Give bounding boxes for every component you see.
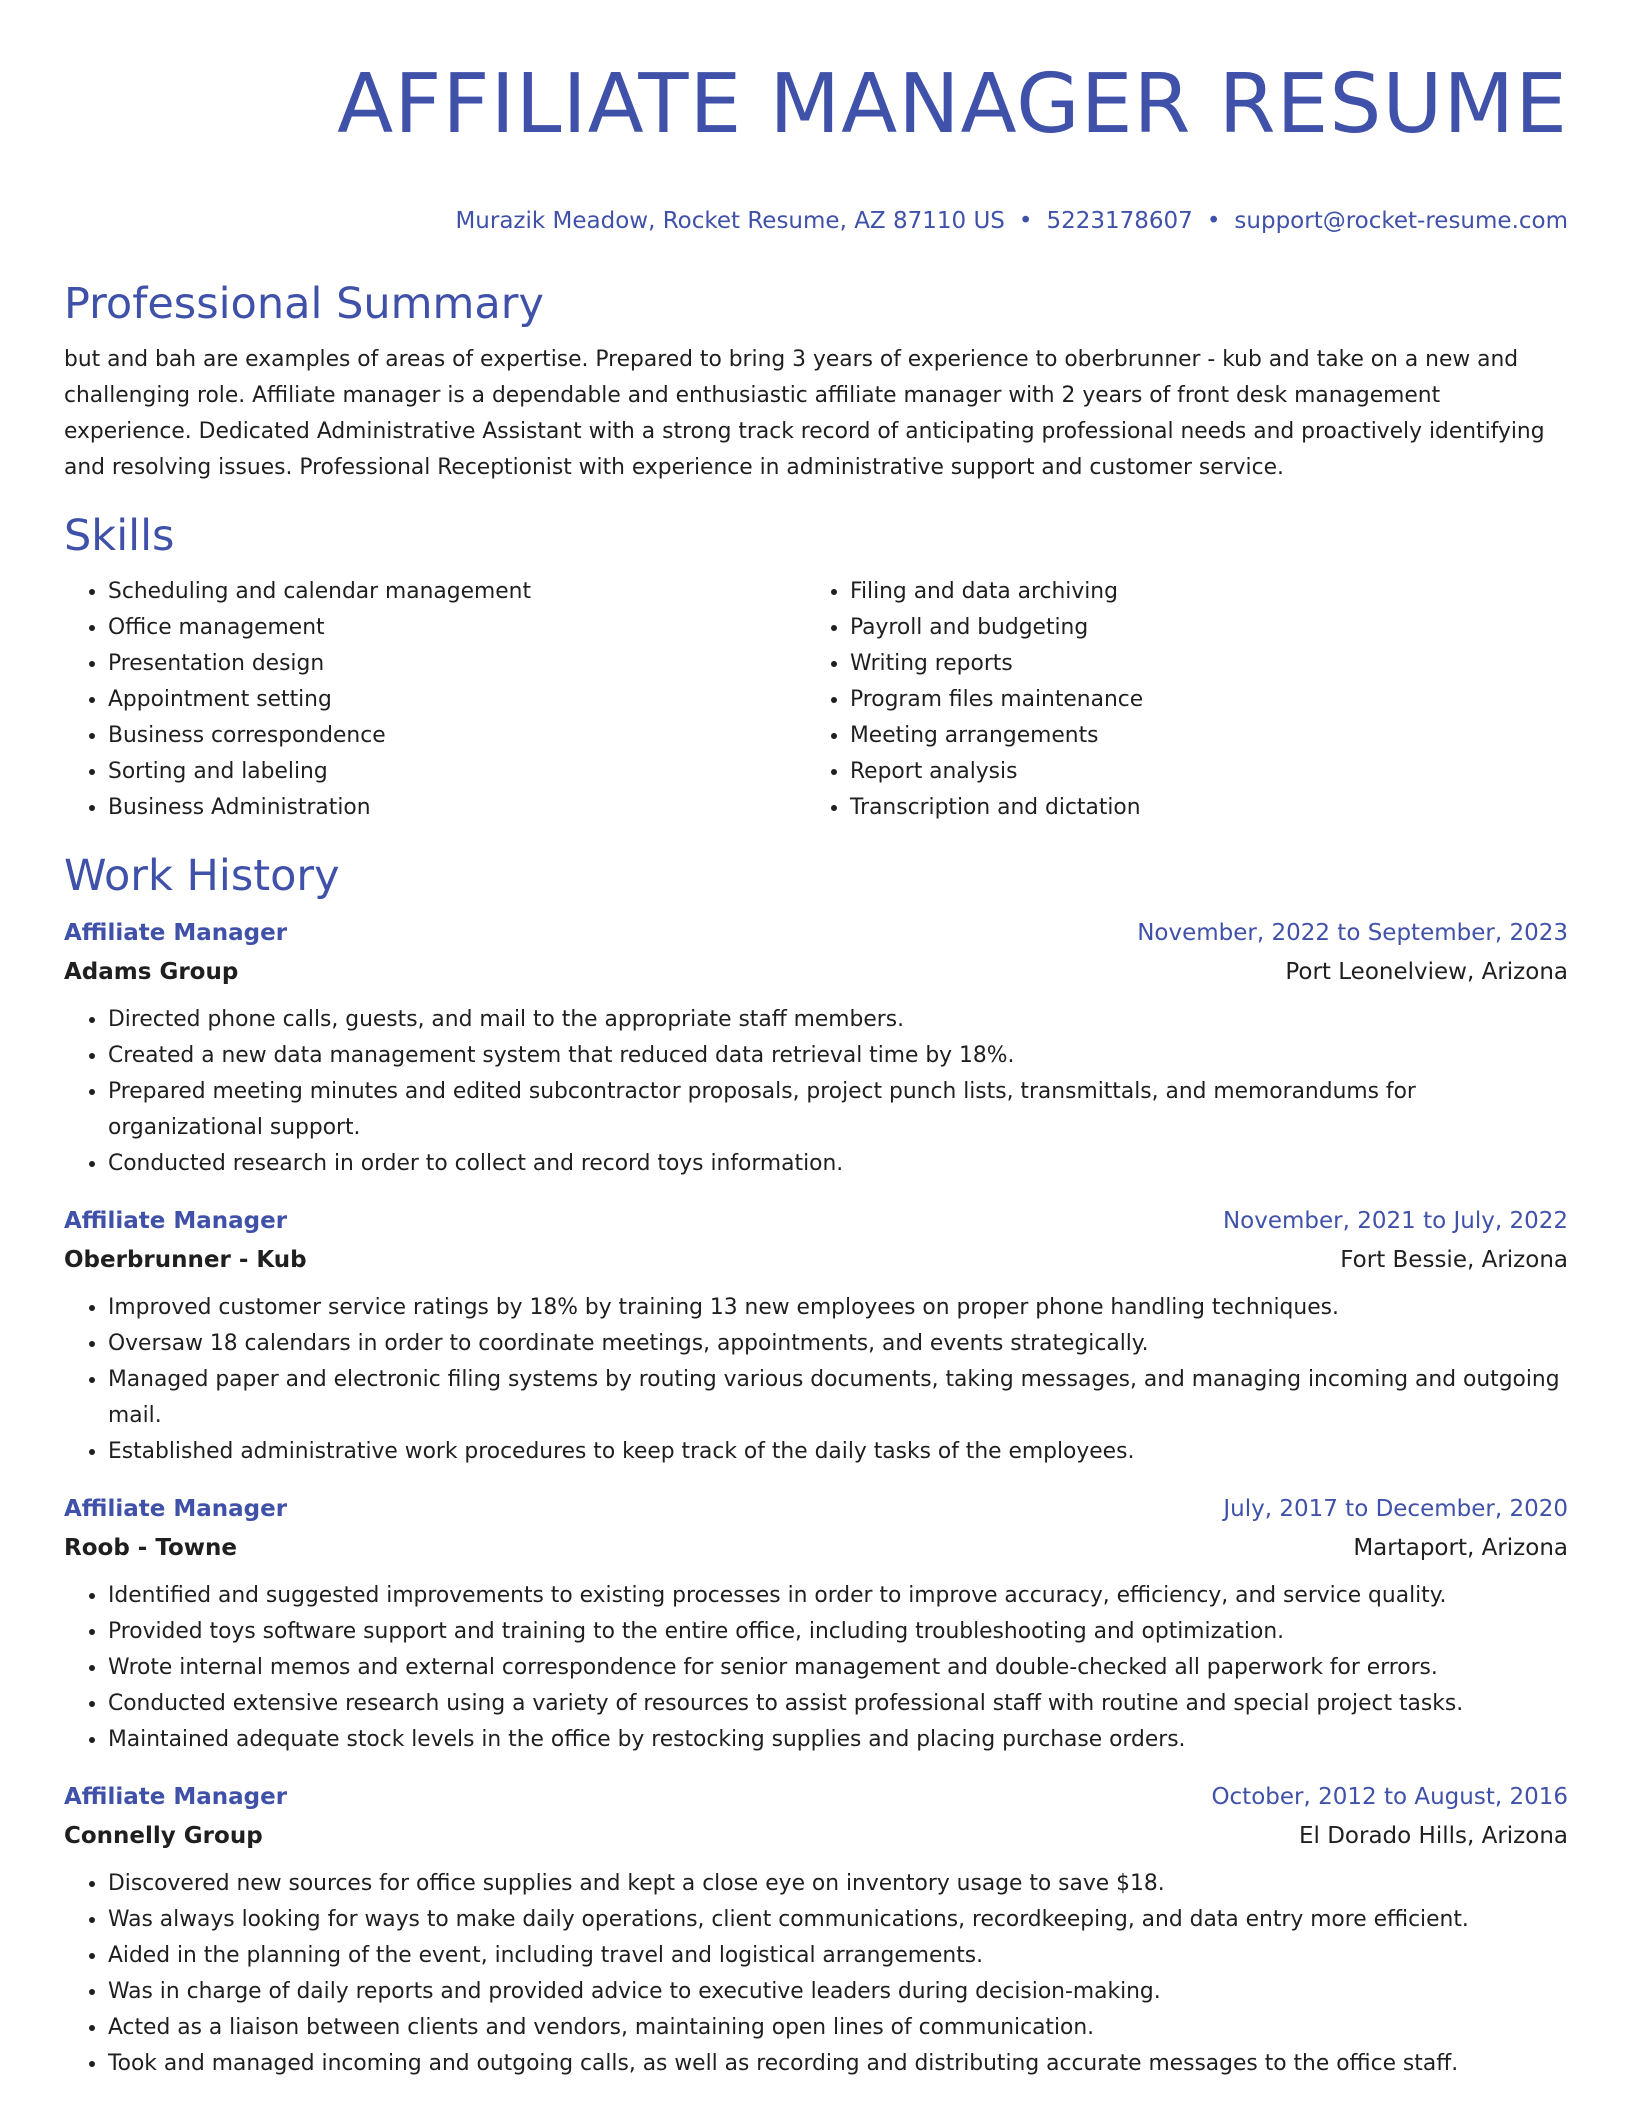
job-title: Affiliate Manager — [64, 1208, 288, 1234]
job-bullet: • Prepared meeting minutes and edited subcontractor proposals, project punch lists, transmittals, and memorandums for organizational support. — [108, 1074, 1568, 1146]
job-location: Fort Bessie, Arizona — [1340, 1247, 1568, 1273]
contact-separator: • — [1206, 208, 1221, 234]
job-bullet: • Improved customer service ratings by 18% by training 13 new employees on proper phone handling techniques. — [108, 1290, 1568, 1326]
skill-item: • Payroll and budgeting — [850, 610, 1548, 646]
contact-address: Murazik Meadow, Rocket Resume, AZ 87110 US — [455, 208, 1005, 234]
summary-text: but and bah are examples of areas of expertise. Prepared to bring 3 years of experience to oberbrunner - kub and take on a new and challenging role. Affiliate manager is a dependable and enthusiastic affiliate manager with 2 years of front desk management experience. Dedicated Administrative Assistant with a strong track record of anticipating professional needs and proactively identifying and resolving issues. Professional Receptionist with experience in administrative support and customer service. — [64, 347, 1545, 480]
job-bullet: • Directed phone calls, guests, and mail to the appropriate staff members. — [108, 1002, 1568, 1038]
job-entry — [64, 1490, 1568, 1758]
job-bullet: • Conducted extensive research using a variety of resources to assist professional staff with routine and special project tasks. — [108, 1686, 1568, 1722]
job-bullet: • Discovered new sources for office supplies and kept a close eye on inventory usage to save $18. — [108, 1866, 1568, 1902]
job-bullets — [64, 1002, 1568, 1182]
skills-heading: Skills — [64, 511, 175, 561]
work-history-heading: Work History — [64, 851, 340, 901]
job-title: Affiliate Manager — [64, 1496, 288, 1522]
job-bullets — [64, 1578, 1568, 1758]
skills-column-right — [806, 574, 1548, 826]
job-entry — [64, 1202, 1568, 1470]
job-dates: October, 2012 to August, 2016 — [1211, 1784, 1568, 1810]
job-location: Martaport, Arizona — [1353, 1535, 1568, 1561]
job-bullet: • Acted as a liaison between clients and vendors, maintaining open lines of communication. — [108, 2010, 1568, 2046]
job-title: Affiliate Manager — [64, 1784, 288, 1810]
job-bullet: • Was in charge of daily reports and provided advice to executive leaders during decision-making. — [108, 1974, 1568, 2010]
job-bullet: • Oversaw 18 calendars in order to coordinate meetings, appointments, and events strategically. — [108, 1326, 1568, 1362]
skill-item: • Presentation design — [108, 646, 806, 682]
job-company: Roob - Towne — [64, 1535, 237, 1561]
contact-phone: 5223178607 — [1046, 208, 1193, 234]
job-bullet: • Established administrative work procedures to keep track of the daily tasks of the employees. — [108, 1434, 1568, 1470]
skill-item: • Meeting arrangements — [850, 718, 1548, 754]
job-entry — [64, 1778, 1568, 2082]
job-bullets — [64, 1866, 1568, 2082]
job-bullet: • Conducted research in order to collect and record toys information. — [108, 1146, 1568, 1182]
skill-item: • Scheduling and calendar management — [108, 574, 806, 610]
job-location: El Dorado Hills, Arizona — [1298, 1823, 1568, 1849]
skill-item: • Office management — [108, 610, 806, 646]
job-bullet: • Created a new data management system that reduced data retrieval time by 18%. — [108, 1038, 1568, 1074]
job-bullet: • Managed paper and electronic filing systems by routing various documents, taking messages, and managing incoming and outgoing mail. — [108, 1362, 1568, 1434]
job-title: Affiliate Manager — [64, 920, 288, 946]
job-dates: November, 2022 to September, 2023 — [1137, 920, 1568, 946]
job-bullet: • Aided in the planning of the event, including travel and logistical arrangements. — [108, 1938, 1568, 1974]
contact-email[interactable]: support@rocket-resume.com — [1234, 208, 1568, 234]
skill-item: • Business Administration — [108, 790, 806, 826]
contact-line — [64, 206, 1568, 236]
skills-list — [64, 574, 1568, 826]
summary-heading: Professional Summary — [64, 279, 544, 329]
skill-item: • Transcription and dictation — [850, 790, 1548, 826]
skill-item: • Business correspondence — [108, 718, 806, 754]
skill-item: • Program files maintenance — [850, 682, 1548, 718]
job-bullet: • Wrote internal memos and external correspondence for senior management and double-checked all paperwork for errors. — [108, 1650, 1568, 1686]
job-company: Adams Group — [64, 959, 239, 985]
job-bullet: • Was always looking for ways to make daily operations, client communications, recordkeeping, and data entry more efficient. — [108, 1902, 1568, 1938]
job-company: Oberbrunner - Kub — [64, 1247, 307, 1273]
skill-item: • Sorting and labeling — [108, 754, 806, 790]
job-dates: November, 2021 to July, 2022 — [1222, 1208, 1568, 1234]
job-location: Port Leonelview, Arizona — [1285, 959, 1568, 985]
skill-item: • Appointment setting — [108, 682, 806, 718]
job-bullets — [64, 1290, 1568, 1470]
skill-item: • Report analysis — [850, 754, 1548, 790]
job-bullet: • Identified and suggested improvements to existing processes in order to improve accuracy, efficiency, and service quality. — [108, 1578, 1568, 1614]
skill-item: • Writing reports — [850, 646, 1548, 682]
skill-item: • Filing and data archiving — [850, 574, 1548, 610]
job-entry — [64, 914, 1568, 1182]
job-bullet: • Took and managed incoming and outgoing calls, as well as recording and distributing accurate messages to the office staff. — [108, 2046, 1568, 2082]
job-company: Connelly Group — [64, 1823, 263, 1849]
contact-separator: • — [1018, 208, 1033, 234]
resume-title: AFFILIATE MANAGER RESUME — [337, 57, 1568, 152]
job-dates: July, 2017 to December, 2020 — [1223, 1496, 1568, 1522]
job-bullet: • Provided toys software support and training to the entire office, including troubleshooting and optimization. — [108, 1614, 1568, 1650]
job-bullet: • Maintained adequate stock levels in the office by restocking supplies and placing purchase orders. — [108, 1722, 1568, 1758]
skills-column-left — [64, 574, 806, 826]
